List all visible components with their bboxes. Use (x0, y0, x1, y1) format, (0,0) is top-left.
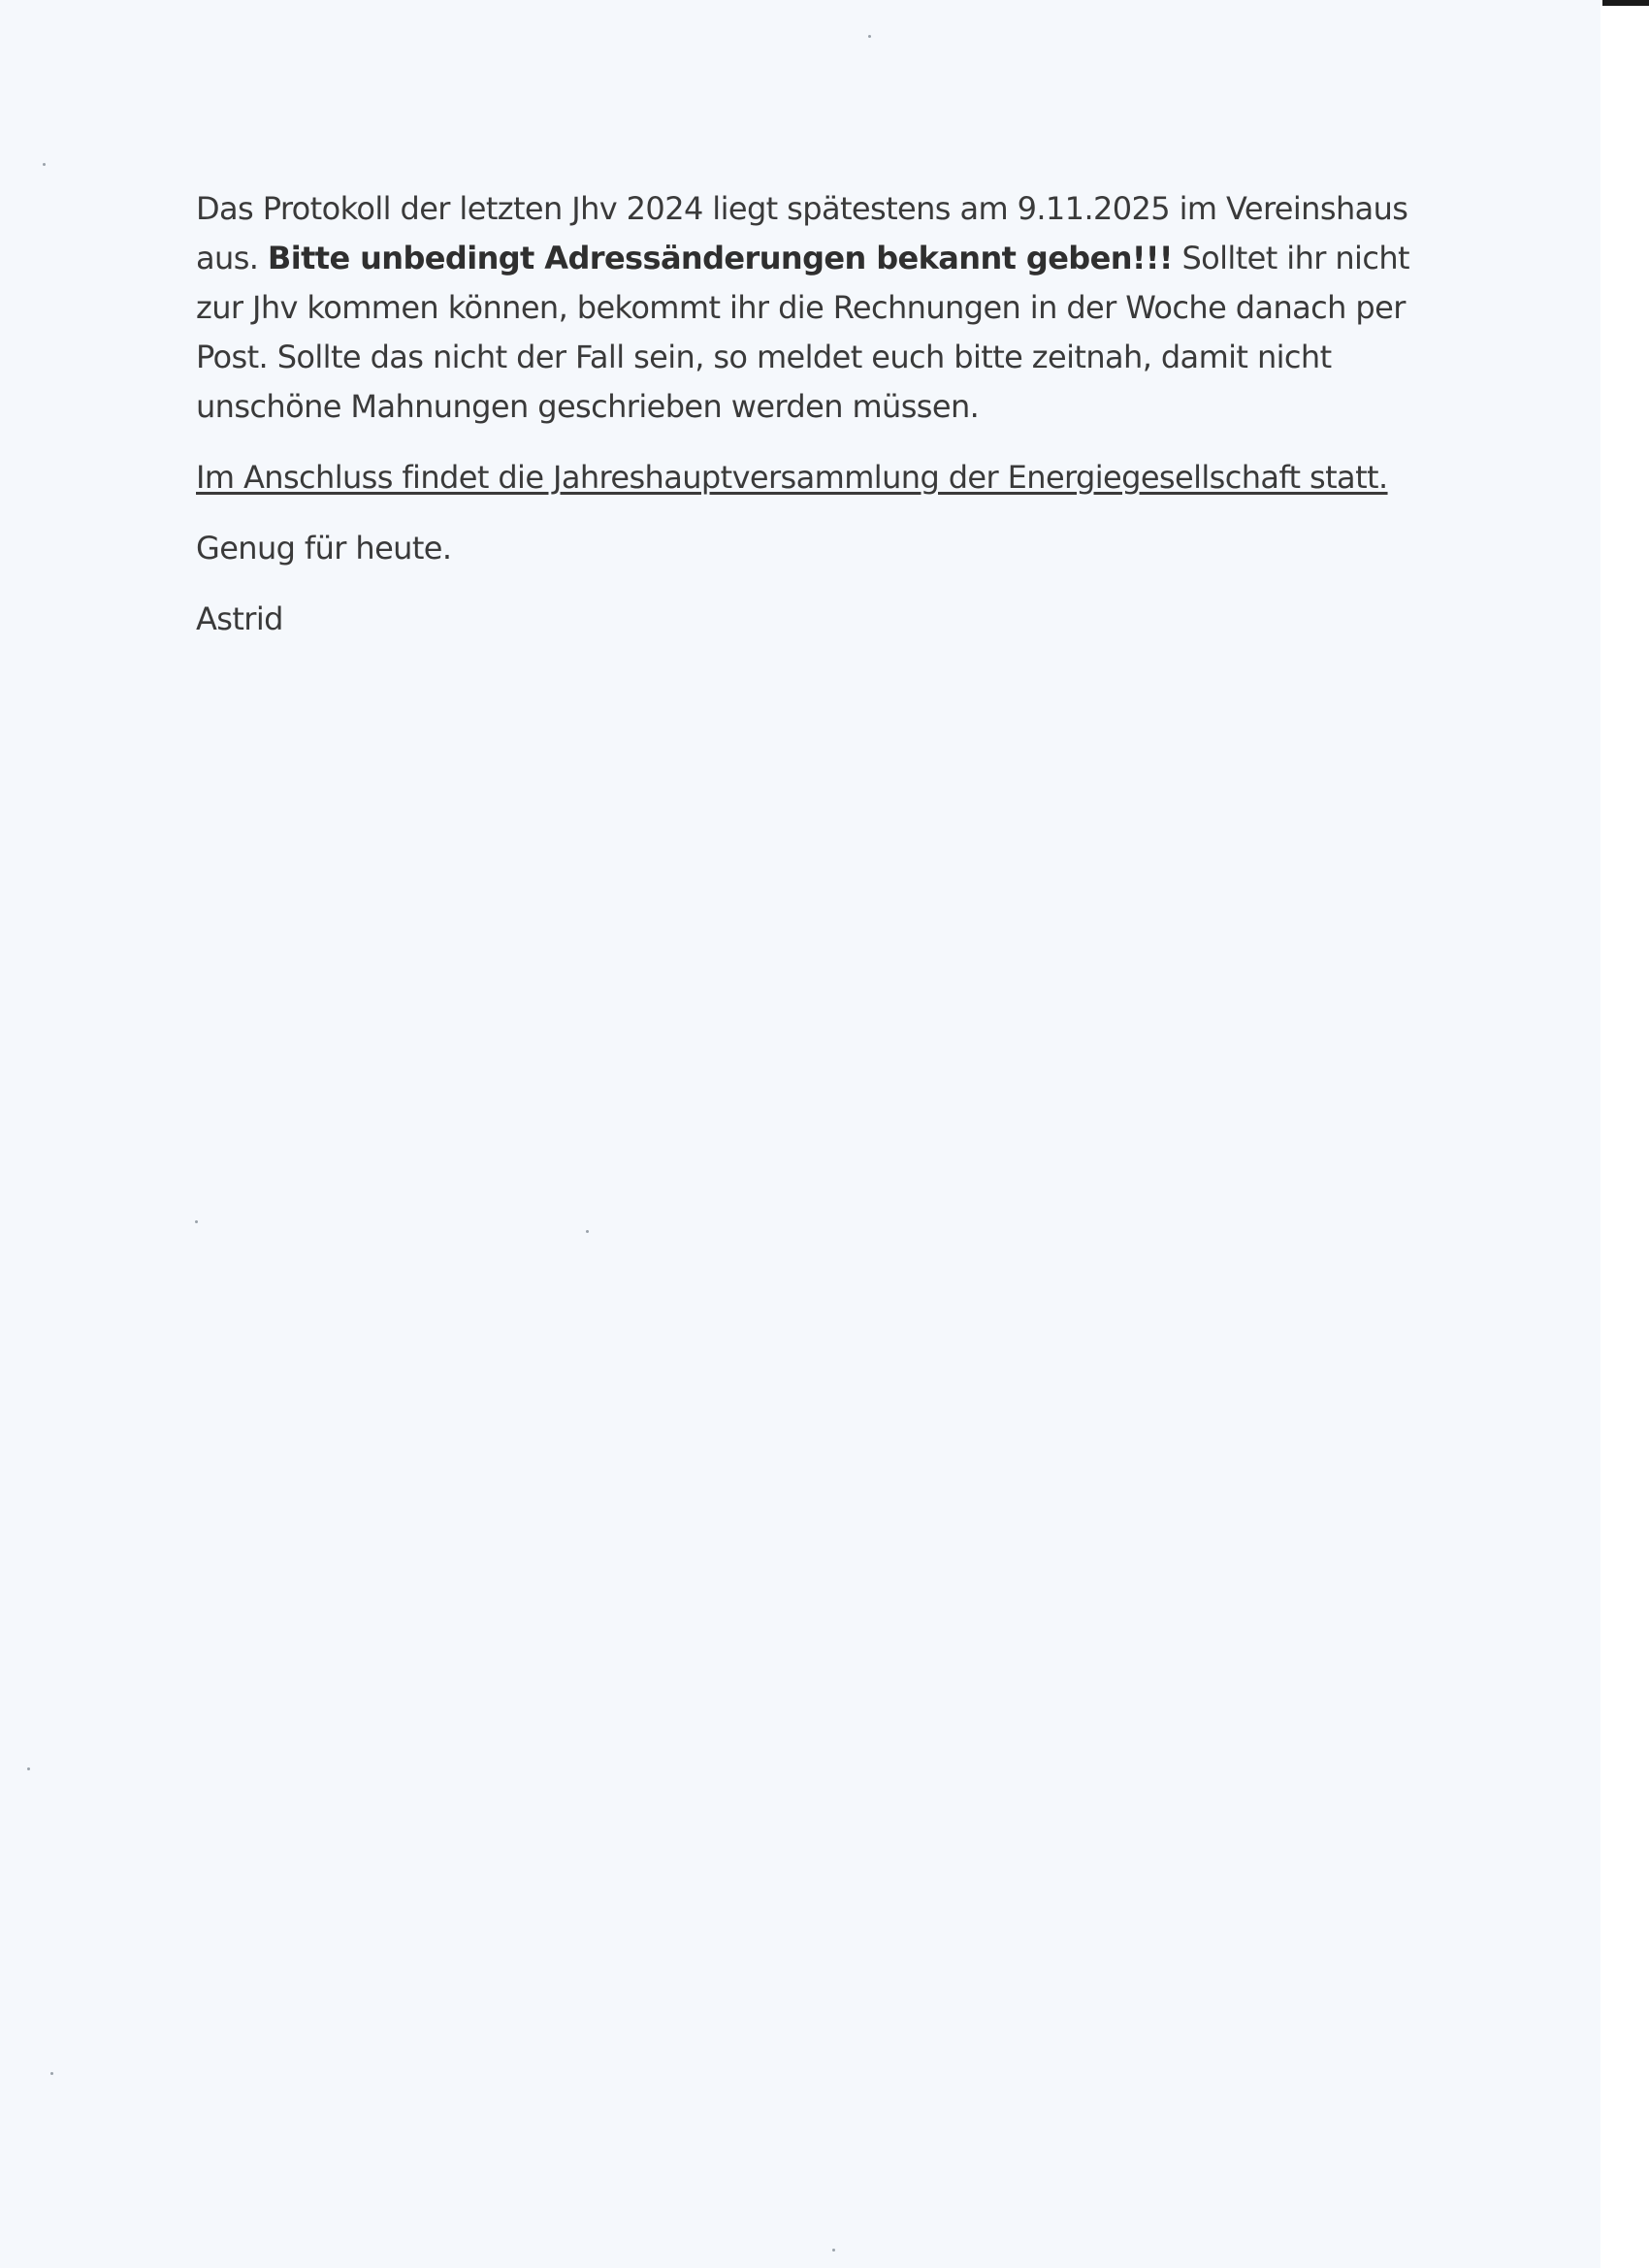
paragraph-protokoll (196, 184, 1457, 432)
scan-speck (50, 2072, 53, 2075)
scan-edge-mark (1602, 0, 1649, 6)
energy-company-meeting-note: Im Anschluss findet die Jahreshauptversammlung der Energiegesellschaft statt. (196, 459, 1388, 496)
paragraph-protokoll-text-2: Solltet ihr nicht zur Jhv kommen können, bekommt ihr die Rechnungen in der Woche danach per Post. Sollte das nicht der Fall sein, so meldet euch bitte zeitnah, damit nicht unschöne Mahnungen geschrieben werden müssen. (196, 240, 1409, 425)
scan-speck (195, 1220, 198, 1223)
scan-speck (43, 163, 46, 166)
scan-speck (832, 2249, 835, 2252)
letter-body (196, 184, 1457, 665)
scan-speck (586, 1230, 589, 1233)
scan-speck (868, 35, 871, 38)
address-change-notice: Bitte unbedingt Adressänderungen bekannt geben!!! (267, 240, 1173, 276)
paragraph-protokoll-text-1: Das Protokoll der letzten Jhv 2024 liegt spätestens am 9.11.2025 im Vereinshaus aus. (196, 190, 1408, 276)
scan-margin (1600, 0, 1649, 2268)
closing-line: Genug für heute. (196, 530, 452, 567)
scan-speck (27, 1767, 30, 1770)
signature: Astrid (196, 600, 283, 637)
